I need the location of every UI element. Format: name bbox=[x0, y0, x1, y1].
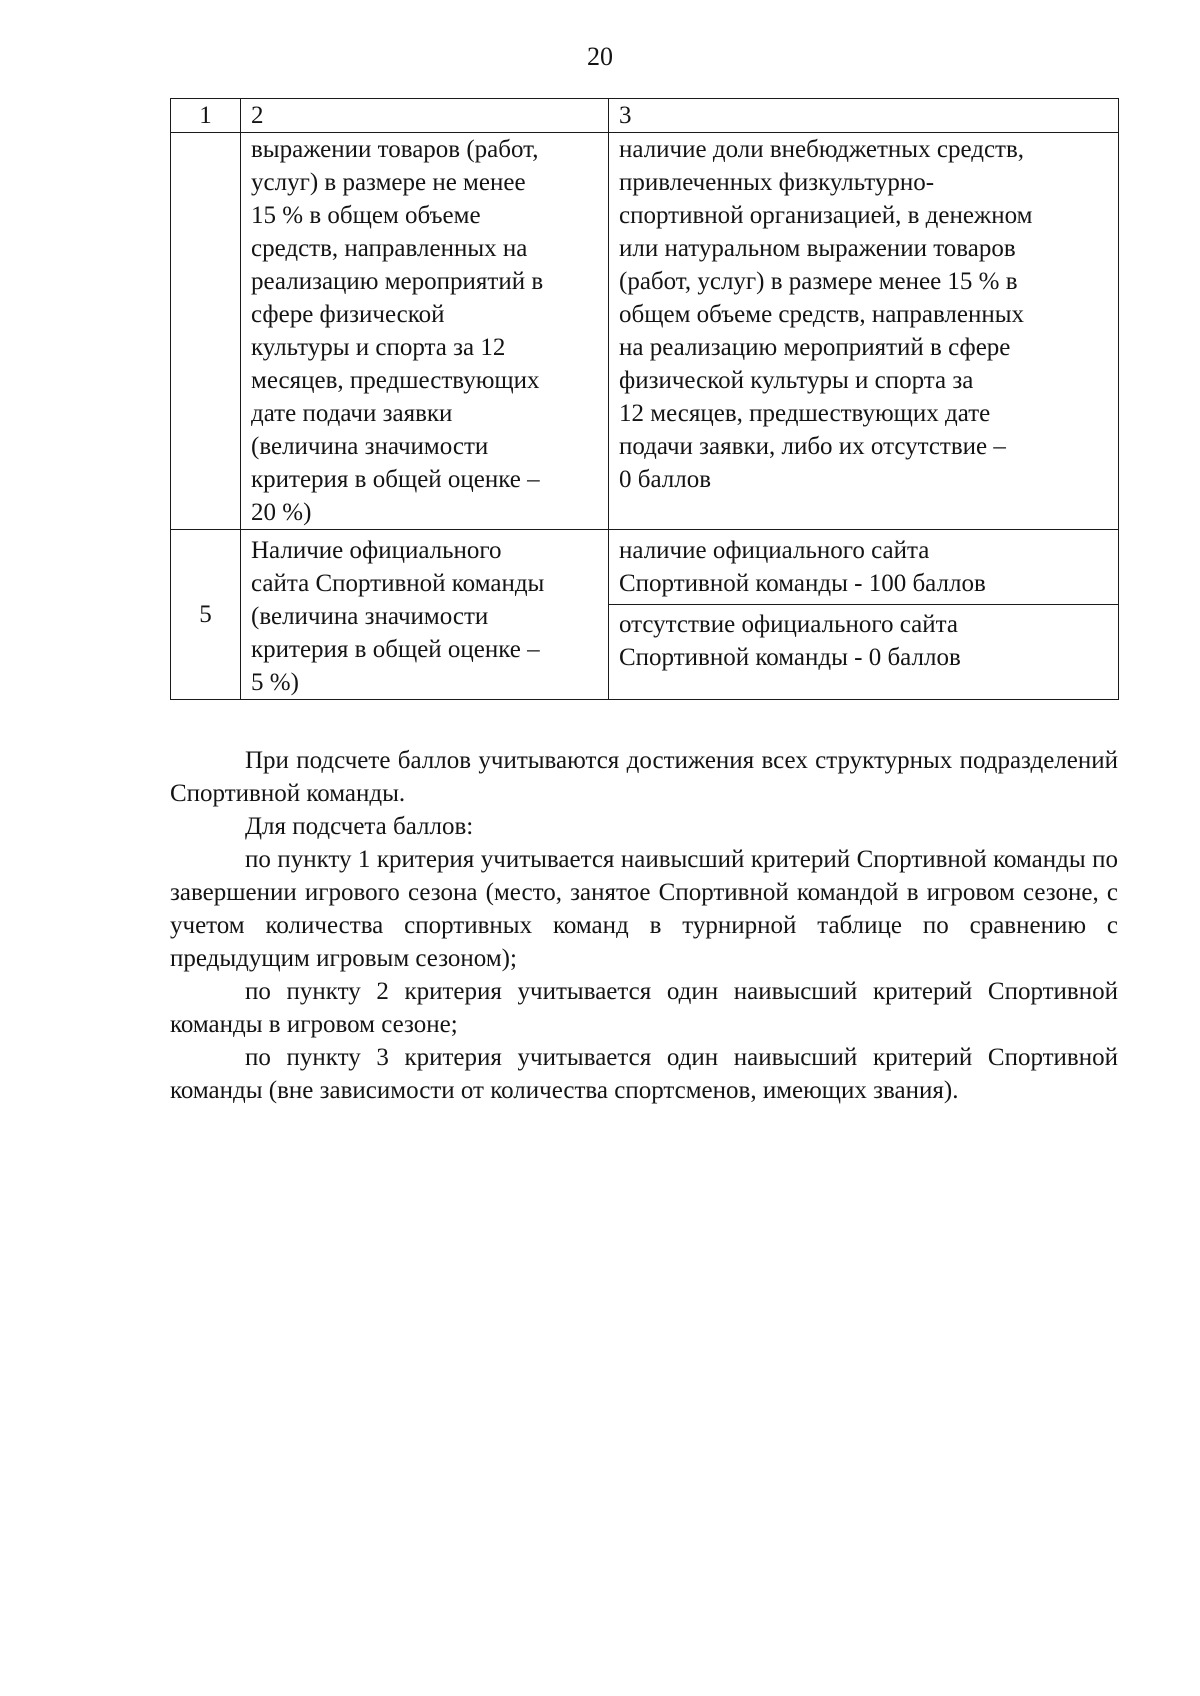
header-col-2: 2 bbox=[241, 99, 609, 133]
table-row bbox=[171, 530, 1119, 605]
criteria-table bbox=[170, 98, 1119, 700]
paragraph: Для подсчета баллов: bbox=[245, 813, 474, 840]
page-number: 20 bbox=[587, 42, 613, 71]
row-number-cell: 5 bbox=[171, 530, 241, 700]
paragraph: При подсчете баллов учитываются достижения всех структурных подразделений Спортивной команды. bbox=[170, 747, 1118, 807]
score-cell-present: наличие официального сайта Спортивной команды - 100 баллов bbox=[609, 530, 1119, 605]
criterion-cell: выражении товаров (работ, услуг) в размере не менее 15 % в общем объеме средств, направленных на реализацию мероприятий в сфере физической культуры и спорта за 12 месяцев, предшествующих дате подачи заявки (величина значимости критерия в общей оценке – 20 %) bbox=[241, 133, 609, 530]
paragraph: по пункту 3 критерия учитывается один наивысший критерий Спортивной команды (вне зависимости от количества спортсменов, имеющих звания). bbox=[170, 1044, 1118, 1104]
score-cell-absent: отсутствие официального сайта Спортивной команды - 0 баллов bbox=[609, 605, 1119, 700]
header-col-1: 1 bbox=[171, 99, 241, 133]
score-cell: наличие доли внебюджетных средств, привлеченных физкультурно- спортивной организацией, в денежном или натуральном выражении товаров (работ, услуг) в размере менее 15 % в общем объеме средств, направленных на реализацию мероприятий в сфере физической культуры и спорта за 12 месяцев, предшествующих дате подачи заявки, либо их отсутствие – 0 баллов bbox=[609, 133, 1119, 530]
row-number-cell bbox=[171, 133, 241, 530]
paragraph: по пункту 2 критерия учитывается один наивысший критерий Спортивной команды в игровом сезоне; bbox=[170, 978, 1118, 1038]
paragraph: по пункту 1 критерия учитывается наивысший критерий Спортивной команды по завершении игрового сезона (место, занятое Спортивной командой в игровом сезоне, с учетом количества спортивных команд в турнирной таблице по сравнению с предыдущим игровым сезоном); bbox=[170, 846, 1118, 972]
body-text bbox=[170, 744, 1118, 1107]
criterion-cell: Наличие официального сайта Спортивной команды (величина значимости критерия в общей оценке – 5 %) bbox=[241, 530, 609, 700]
table-row bbox=[171, 133, 1119, 530]
header-col-3: 3 bbox=[609, 99, 1119, 133]
table-header-row bbox=[171, 99, 1119, 133]
